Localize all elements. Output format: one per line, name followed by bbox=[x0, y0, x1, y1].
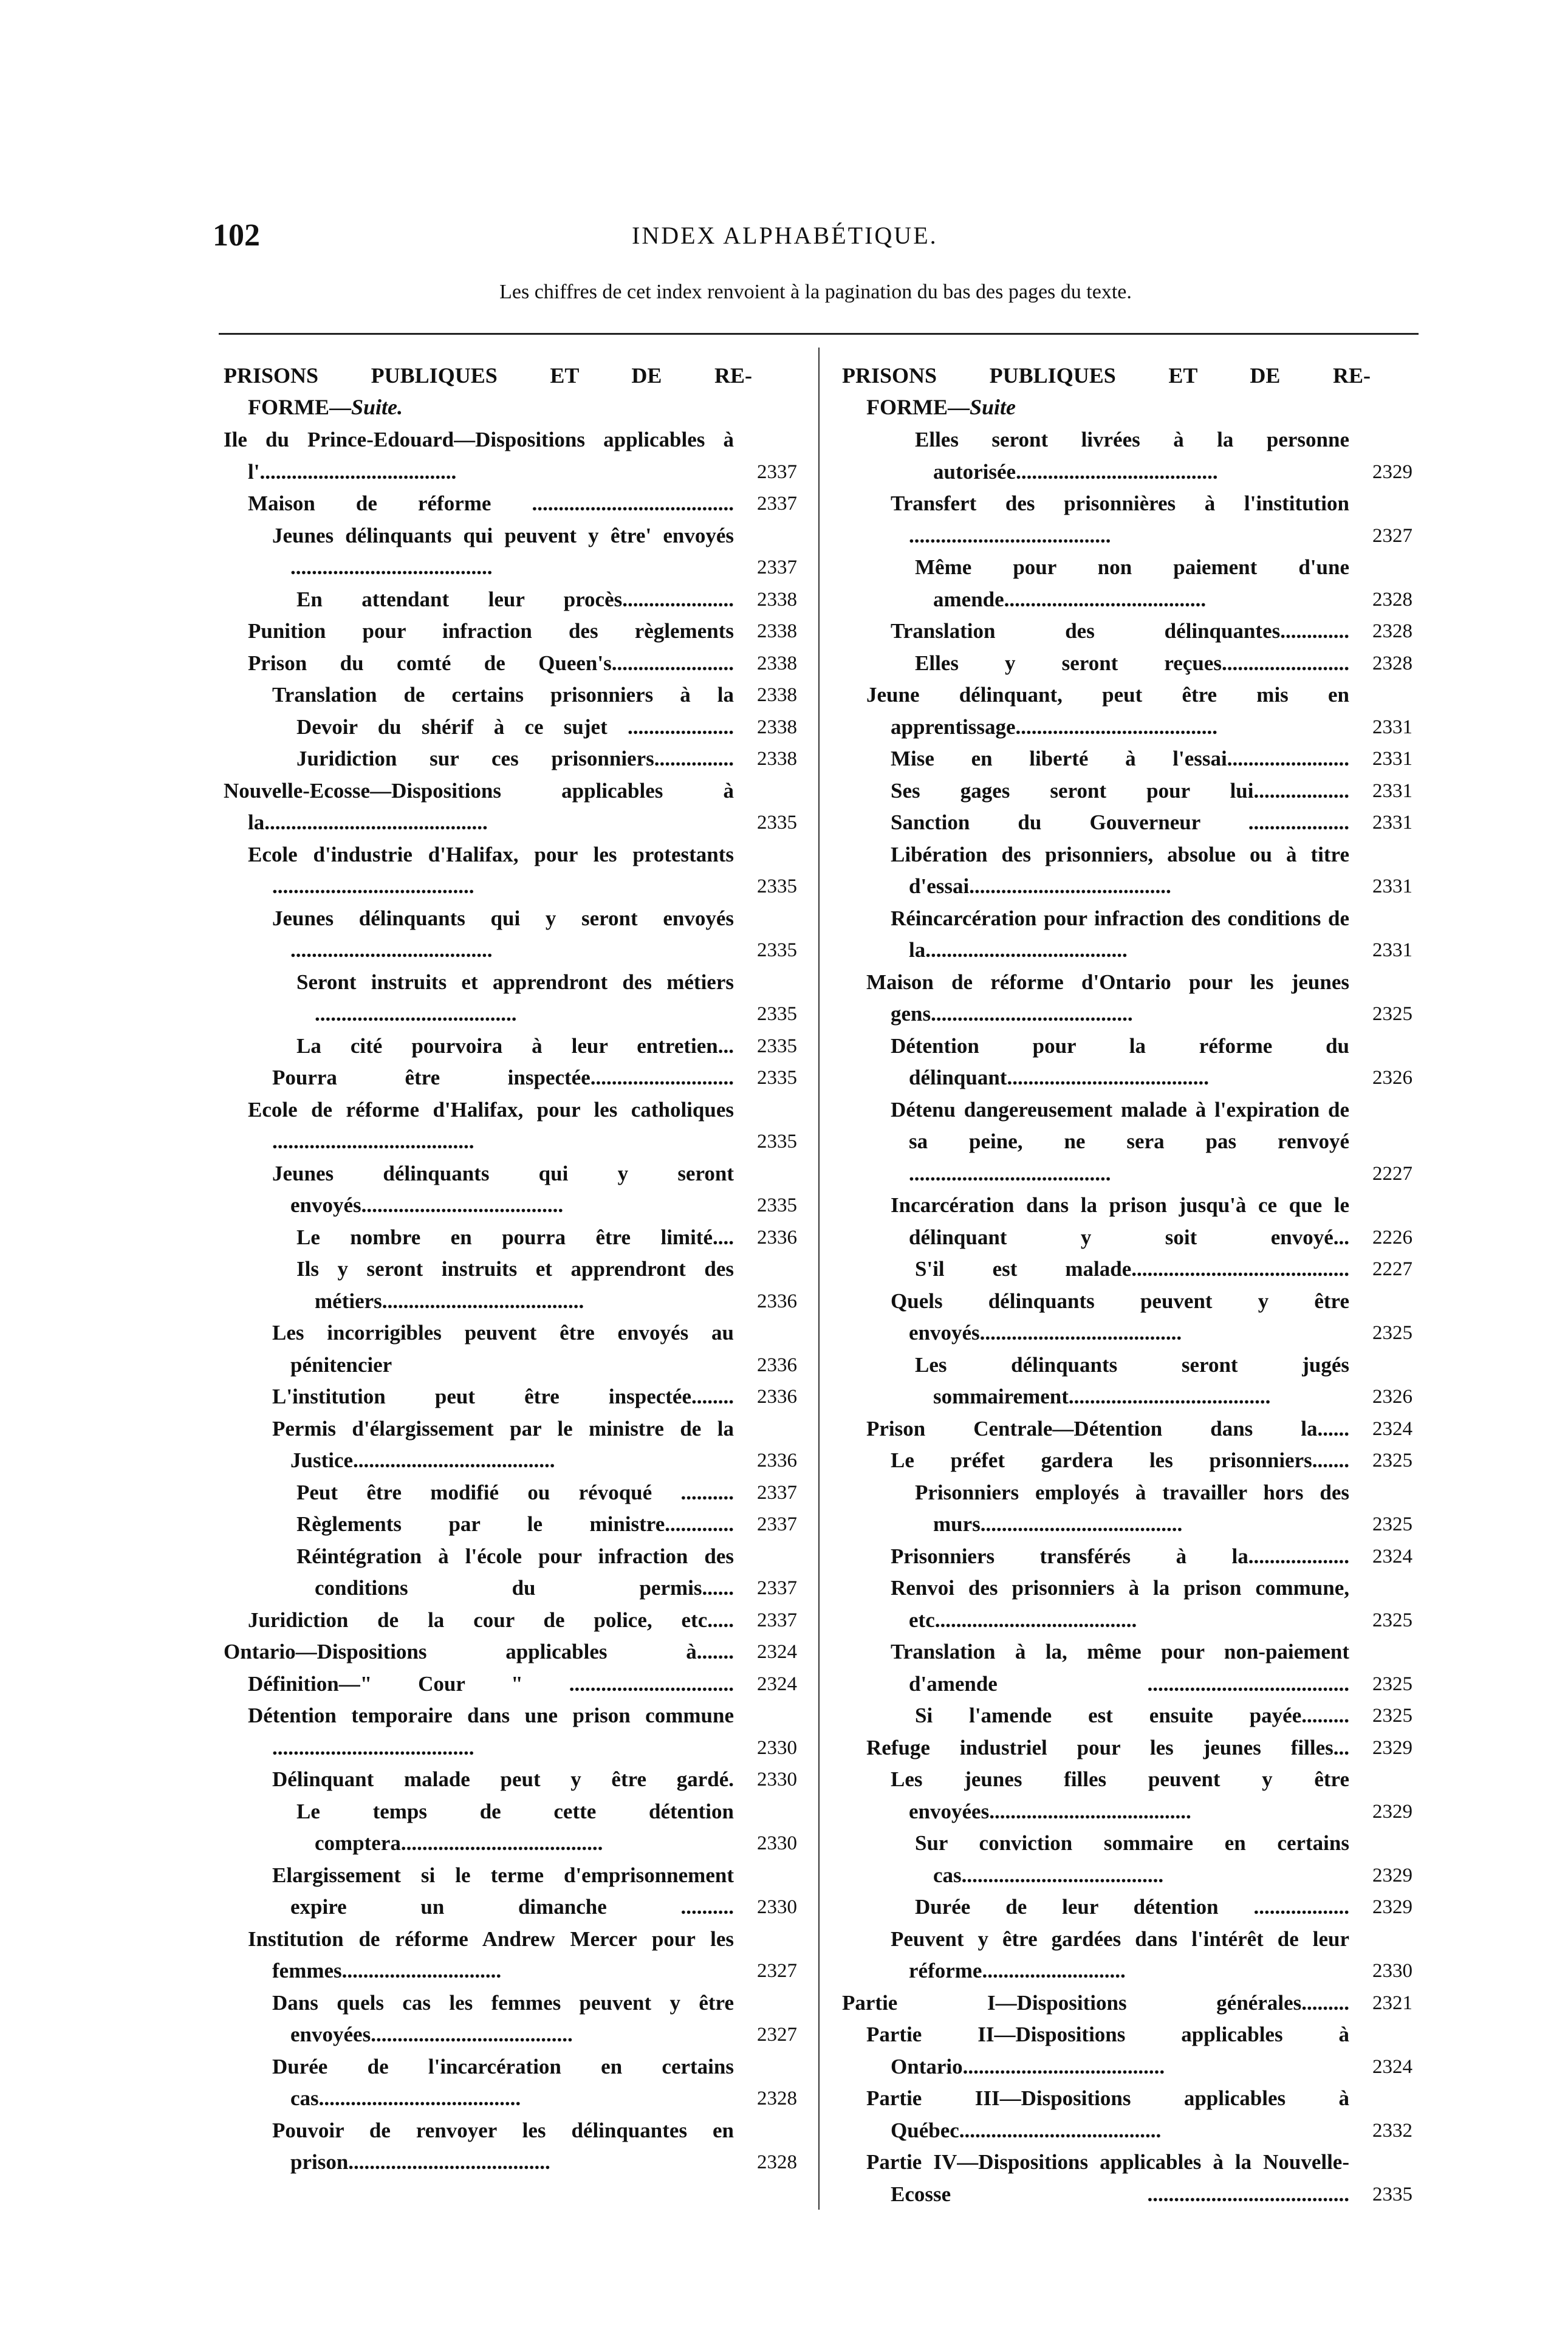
index-entry bbox=[837, 2083, 1417, 2146]
entry-page-number: 2336 bbox=[757, 1386, 797, 1408]
index-entry bbox=[837, 1349, 1417, 1413]
entry-text: Translation à la, même pour non-paiement d'amende ...................................... bbox=[891, 1640, 1349, 1696]
index-entry bbox=[219, 1030, 802, 1063]
entry-text: Elargissement si le terme d'emprisonnement expire un dimanche .......... bbox=[272, 1863, 734, 1919]
entry-page-number: 2335 bbox=[757, 1194, 797, 1216]
entry-page-number: 2329 bbox=[1372, 461, 1412, 483]
entry-text: S'il est malade......................................... bbox=[915, 1257, 1349, 1281]
index-entry bbox=[219, 1668, 802, 1701]
index-entry bbox=[219, 1924, 802, 1987]
entry-text: Ecole d'industrie d'Halifax, pour les protestants ...................................... bbox=[248, 842, 734, 898]
heading-line: FORME— bbox=[248, 395, 351, 419]
entry-page-number: 2335 bbox=[757, 1131, 797, 1153]
index-entry bbox=[837, 967, 1417, 1030]
entry-page-number: 2330 bbox=[757, 1736, 797, 1759]
entry-text: Définition—" Cour " ............................... bbox=[248, 1671, 734, 1696]
entry-text: Réincarcération pour infraction des conditions de la...................................... bbox=[891, 906, 1349, 962]
entry-page-number: 2328 bbox=[1372, 588, 1412, 611]
index-entry bbox=[219, 967, 802, 1030]
entry-text: Maison de réforme ...................................... bbox=[248, 492, 734, 515]
index-entry bbox=[837, 615, 1417, 648]
index-entry bbox=[219, 520, 802, 584]
entry-page-number: 2338 bbox=[757, 716, 797, 738]
entry-page-number: 2336 bbox=[757, 1226, 797, 1249]
entry-page-number: 2338 bbox=[757, 588, 797, 611]
entry-page-number: 2325 bbox=[1372, 1609, 1412, 1631]
entry-text: Délinquant malade peut y être gardé. bbox=[272, 1767, 734, 1791]
index-entry bbox=[837, 1477, 1417, 1541]
left-column-heading bbox=[219, 360, 802, 423]
entry-text: Pourra être inspectée........................... bbox=[272, 1066, 734, 1089]
entry-text: Peuvent y être gardées dans l'intérêt de leur réforme........................... bbox=[891, 1927, 1349, 1982]
index-entry bbox=[837, 1413, 1417, 1445]
entry-text: Durée de l'incarcération en certains cas...................................... bbox=[272, 2054, 734, 2110]
entry-page-number: 2227 bbox=[1372, 1162, 1412, 1185]
entry-page-number: 2325 bbox=[1372, 1705, 1412, 1727]
index-entry bbox=[219, 1541, 802, 1605]
entry-text: Partie I—Dispositions générales......... bbox=[842, 1990, 1349, 2015]
entry-text: Elles seront livrées à la personne autorisée...................................... bbox=[915, 428, 1349, 484]
entry-text: Si l'amende est ensuite payée......... bbox=[915, 1704, 1349, 1727]
entry-page-number: 2328 bbox=[1372, 652, 1412, 674]
entry-page-number: 2331 bbox=[1372, 716, 1412, 738]
entry-text: Elles y seront reçues........................ bbox=[915, 651, 1349, 675]
entry-text: Sur conviction sommaire en certains cas...................................... bbox=[915, 1831, 1349, 1887]
heading-line: PRISONS PUBLIQUES ET DE RE- bbox=[224, 363, 752, 388]
index-entry bbox=[219, 1796, 802, 1860]
index-entry bbox=[219, 1158, 802, 1222]
index-entry bbox=[219, 2115, 802, 2179]
entry-text: Partie IV—Dispositions applicables à la Nouvelle-Ecosse ...................................... bbox=[866, 2150, 1349, 2206]
entry-page-number: 2331 bbox=[1372, 812, 1412, 834]
entry-page-number: 2335 bbox=[757, 812, 797, 834]
entry-text: Libération des prisonniers, absolue ou à titre d'essai...................................... bbox=[891, 842, 1349, 898]
entry-text: Juridiction de la cour de police, etc..... bbox=[248, 1608, 734, 1632]
index-entry bbox=[219, 1062, 802, 1094]
entry-page-number: 2325 bbox=[1372, 1003, 1412, 1025]
entry-page-number: 2337 bbox=[757, 1609, 797, 1631]
index-entry bbox=[837, 1700, 1417, 1732]
entry-text: Les jeunes filles peuvent y être envoyées...................................... bbox=[891, 1767, 1349, 1823]
entry-text: Institution de réforme Andrew Mercer pour les femmes.............................. bbox=[248, 1927, 734, 1982]
index-entry bbox=[219, 2051, 802, 2115]
entry-text: La cité pourvoira à leur entretien... bbox=[296, 1033, 734, 1058]
entry-page-number: 2329 bbox=[1372, 1736, 1412, 1759]
entry-page-number: 2329 bbox=[1372, 1896, 1412, 1918]
entry-text: Permis d'élargissement par le ministre de la Justice...................................... bbox=[272, 1416, 734, 1472]
entry-page-number: 2337 bbox=[757, 557, 797, 578]
entry-text: Transfert des prisonnières à l'institution ...................................... bbox=[891, 492, 1349, 547]
index-entry bbox=[837, 2146, 1417, 2210]
index-entry bbox=[837, 1286, 1417, 1349]
entry-text: Même pour non paiement d'une amende...................................... bbox=[915, 555, 1349, 611]
running-head: INDEX ALPHABÉTIQUE. bbox=[632, 222, 938, 249]
entry-text: Le nombre en pourra être limité.... bbox=[296, 1225, 734, 1249]
entry-text: Sanction du Gouverneur ................... bbox=[891, 810, 1349, 834]
entry-page-number: 2336 bbox=[757, 1450, 797, 1471]
entry-text: Jeunes délinquants qui y seront envoyés...................................... bbox=[272, 1161, 734, 1217]
entry-text: Réintégration à l'école pour infraction des conditions du permis...... bbox=[296, 1544, 734, 1600]
entry-text: Ses gages seront pour lui.................. bbox=[891, 778, 1349, 803]
index-entry bbox=[219, 1764, 802, 1796]
entry-page-number: 2332 bbox=[1372, 2119, 1412, 2142]
entry-text: Maison de réforme d'Ontario pour les jeunes gens...................................... bbox=[866, 970, 1349, 1026]
index-entry bbox=[219, 1253, 802, 1317]
entry-text: L'institution peut être inspectée........ bbox=[272, 1385, 734, 1408]
index-entry bbox=[837, 1732, 1417, 1764]
index-entry bbox=[219, 1222, 802, 1254]
entry-page-number: 2226 bbox=[1372, 1226, 1412, 1249]
entry-page-number: 2325 bbox=[1372, 1450, 1412, 1471]
right-entries bbox=[837, 424, 1417, 2210]
index-entry bbox=[219, 424, 802, 488]
index-entry bbox=[837, 1924, 1417, 1987]
index-entry bbox=[219, 1477, 802, 1509]
entry-text: Translation des délinquantes............. bbox=[891, 619, 1349, 643]
index-entry bbox=[837, 1828, 1417, 1891]
entry-page-number: 2338 bbox=[757, 684, 797, 706]
right-column bbox=[837, 360, 1417, 2210]
index-entry bbox=[837, 1541, 1417, 1573]
index-entry bbox=[219, 1700, 802, 1764]
index-entry bbox=[219, 1381, 802, 1413]
entry-text: Durée de leur détention .................. bbox=[915, 1895, 1349, 1919]
entry-page-number: 2328 bbox=[757, 2151, 797, 2173]
entry-page-number: 2337 bbox=[757, 461, 797, 483]
index-entry bbox=[219, 488, 802, 520]
entry-page-number: 2326 bbox=[1372, 1386, 1412, 1408]
entry-page-number: 2337 bbox=[757, 1481, 797, 1504]
entry-page-number: 2331 bbox=[1372, 779, 1412, 802]
entry-text: Devoir du shérif à ce sujet .................... bbox=[296, 714, 734, 739]
entry-page-number: 2325 bbox=[1372, 1322, 1412, 1344]
right-column-heading bbox=[837, 360, 1417, 423]
entry-page-number: 2325 bbox=[1372, 1513, 1412, 1535]
entry-page-number: 2335 bbox=[757, 1067, 797, 1089]
entry-page-number: 2338 bbox=[757, 748, 797, 770]
entry-page-number: 2338 bbox=[757, 620, 797, 642]
index-entry bbox=[219, 1509, 802, 1541]
index-entry bbox=[837, 743, 1417, 775]
index-entry bbox=[219, 679, 802, 711]
entry-text: Prison du comté de Queen's....................... bbox=[248, 651, 734, 675]
column-divider bbox=[818, 348, 820, 2210]
index-entry bbox=[837, 1572, 1417, 1636]
entry-page-number: 2328 bbox=[1372, 620, 1412, 642]
index-entry bbox=[837, 1445, 1417, 1477]
index-entry bbox=[837, 1094, 1417, 1190]
index-entry bbox=[837, 648, 1417, 680]
index-entry bbox=[837, 424, 1417, 488]
entry-page-number: 2326 bbox=[1372, 1067, 1412, 1089]
entry-page-number: 2330 bbox=[757, 1769, 797, 1790]
entry-page-number: 2324 bbox=[757, 1641, 797, 1663]
entry-text: Renvoi des prisonniers à la prison commune, etc...................................... bbox=[891, 1576, 1349, 1632]
index-entry bbox=[837, 807, 1417, 839]
heading-suite: Suite. bbox=[351, 395, 403, 419]
header-rule bbox=[219, 333, 1419, 335]
entry-text: Jeunes délinquants qui y seront envoyés ...................................... bbox=[272, 906, 734, 962]
entry-text: Le préfet gardera les prisonniers....... bbox=[891, 1448, 1349, 1472]
entry-page-number: 2336 bbox=[757, 1354, 797, 1376]
entry-text: Règlements par le ministre............. bbox=[296, 1512, 734, 1536]
index-entry bbox=[837, 488, 1417, 552]
entry-page-number: 2331 bbox=[1372, 939, 1412, 961]
entry-page-number: 2335 bbox=[757, 1035, 797, 1057]
entry-page-number: 2324 bbox=[1372, 1545, 1412, 1567]
entry-page-number: 2337 bbox=[757, 1513, 797, 1535]
entry-page-number: 2337 bbox=[757, 1577, 797, 1599]
index-entry bbox=[837, 679, 1417, 743]
index-entry bbox=[219, 1094, 802, 1158]
entry-page-number: 2337 bbox=[757, 493, 797, 515]
index-entry bbox=[837, 1764, 1417, 1828]
index-entry bbox=[219, 903, 802, 967]
entry-page-number: 2327 bbox=[757, 1960, 797, 1982]
entry-text: Peut être modifié ou révoqué .......... bbox=[296, 1480, 734, 1504]
entry-text: Ontario—Dispositions applicables à....... bbox=[224, 1640, 734, 1663]
entry-page-number: 2335 bbox=[1372, 2183, 1412, 2205]
entry-page-number: 2330 bbox=[757, 1896, 797, 1918]
index-entry bbox=[837, 552, 1417, 615]
heading-suite: Suite bbox=[969, 395, 1016, 419]
entry-page-number: 2331 bbox=[1372, 875, 1412, 897]
entry-text: Les incorrigibles peuvent être envoyés au pénitencier bbox=[272, 1321, 734, 1377]
entry-text: Ils y seront instruits et apprendront des métiers...................................... bbox=[296, 1257, 734, 1313]
index-entry bbox=[219, 1860, 802, 1924]
entry-page-number: 2335 bbox=[757, 939, 797, 961]
index-entry bbox=[219, 648, 802, 680]
entry-text: En attendant leur procès..................... bbox=[296, 587, 734, 611]
index-entry bbox=[219, 615, 802, 648]
index-entry bbox=[837, 1253, 1417, 1286]
index-entry bbox=[219, 711, 802, 744]
entry-page-number: 2335 bbox=[757, 875, 797, 897]
entry-page-number: 2328 bbox=[757, 2088, 797, 2109]
index-entry bbox=[837, 1190, 1417, 1253]
entry-text: Partie II—Dispositions applicables à Ontario...................................... bbox=[866, 2023, 1349, 2078]
index-entry bbox=[837, 1891, 1417, 1924]
entry-text: Détention pour la réforme du délinquant...................................... bbox=[891, 1033, 1349, 1089]
index-entry bbox=[219, 1987, 802, 2051]
entry-page-number: 2227 bbox=[1372, 1258, 1412, 1280]
index-entry bbox=[837, 2019, 1417, 2083]
entry-text: Mise en liberté à l'essai....................... bbox=[891, 747, 1349, 770]
page-number: 102 bbox=[213, 218, 260, 253]
left-column bbox=[219, 360, 802, 2179]
entry-text: Jeune délinquant, peut être mis en apprentissage...................................... bbox=[866, 683, 1349, 739]
heading-line: FORME— bbox=[866, 395, 970, 419]
heading-line: PRISONS PUBLIQUES ET DE RE- bbox=[842, 363, 1371, 388]
index-entry bbox=[219, 775, 802, 839]
entry-text: Juridiction sur ces prisonniers............... bbox=[296, 747, 734, 770]
entry-text: Seront instruits et apprendront des métiers ...................................... bbox=[296, 970, 734, 1026]
entry-text: Le temps de cette détention comptera...................................... bbox=[296, 1799, 734, 1855]
entry-page-number: 2327 bbox=[1372, 524, 1412, 547]
index-entry bbox=[219, 1413, 802, 1477]
entry-text: Refuge industriel pour les jeunes filles... bbox=[866, 1735, 1349, 1759]
index-entry bbox=[219, 584, 802, 616]
entry-page-number: 2336 bbox=[757, 1290, 797, 1312]
entry-page-number: 2335 bbox=[757, 1003, 797, 1025]
entry-text: Translation de certains prisonniers à la bbox=[272, 683, 734, 707]
entry-page-number: 2324 bbox=[1372, 1417, 1412, 1440]
entry-text: Prisonniers transférés à la................... bbox=[891, 1544, 1349, 1568]
index-entry bbox=[219, 1636, 802, 1668]
index-entry bbox=[837, 775, 1417, 807]
entry-text: Les délinquants seront jugés sommairement...................................... bbox=[915, 1352, 1349, 1408]
index-entry bbox=[837, 1987, 1417, 2020]
left-entries bbox=[219, 424, 802, 2179]
index-entry bbox=[219, 839, 802, 903]
entry-text: Détention temporaire dans une prison commune ...................................... bbox=[248, 1704, 734, 1759]
entry-text: Partie III—Dispositions applicables à Québec...................................... bbox=[866, 2086, 1349, 2142]
entry-page-number: 2330 bbox=[757, 1832, 797, 1854]
entry-text: Prison Centrale—Détention dans la...... bbox=[866, 1416, 1349, 1441]
entry-text: Jeunes délinquants qui peuvent y être' envoyés ...................................... bbox=[272, 523, 734, 579]
entry-page-number: 2325 bbox=[1372, 1673, 1412, 1695]
entry-text: Punition pour infraction des règlements bbox=[248, 619, 734, 643]
entry-text: Nouvelle-Ecosse—Dispositions applicables à la.......................................... bbox=[224, 778, 734, 834]
entry-page-number: 2331 bbox=[1372, 748, 1412, 770]
entry-page-number: 2330 bbox=[1372, 1960, 1412, 1982]
index-entry bbox=[219, 1317, 802, 1381]
entry-text: Dans quels cas les femmes peuvent y être envoyées...................................... bbox=[272, 1990, 734, 2046]
entry-text: Prisonniers employés à travailler hors des murs...................................... bbox=[915, 1480, 1349, 1536]
index-entry bbox=[837, 903, 1417, 967]
entry-text: Incarcération dans la prison jusqu'à ce que le délinquant y soit envoyé... bbox=[891, 1193, 1349, 1249]
index-entry bbox=[219, 1605, 802, 1637]
entry-text: Détenu dangereusement malade à l'expiration de sa peine, ne sera pas renvoyé ...................................... bbox=[891, 1097, 1349, 1185]
index-note: Les chiffres de cet index renvoient à la pagination du bas des pages du texte. bbox=[499, 281, 1132, 303]
index-entry bbox=[219, 743, 802, 775]
entry-text: Ecole de réforme d'Halifax, pour les catholiques ...................................... bbox=[248, 1097, 734, 1153]
entry-text: Ile du Prince-Edouard—Dispositions applicables à l'..................................... bbox=[224, 428, 734, 484]
entry-page-number: 2329 bbox=[1372, 1800, 1412, 1823]
entry-page-number: 2324 bbox=[1372, 2055, 1412, 2078]
entry-text: Quels délinquants peuvent y être envoyés...................................... bbox=[891, 1289, 1349, 1345]
entry-page-number: 2324 bbox=[757, 1673, 797, 1695]
entry-page-number: 2327 bbox=[757, 2024, 797, 2046]
entry-page-number: 2329 bbox=[1372, 1864, 1412, 1886]
entry-page-number: 2338 bbox=[757, 652, 797, 674]
entry-text: Pouvoir de renvoyer les délinquantes en prison...................................... bbox=[272, 2118, 734, 2174]
index-entry bbox=[837, 839, 1417, 903]
entry-page-number: 2321 bbox=[1372, 1992, 1412, 2014]
index-entry bbox=[837, 1030, 1417, 1094]
index-entry bbox=[837, 1636, 1417, 1700]
